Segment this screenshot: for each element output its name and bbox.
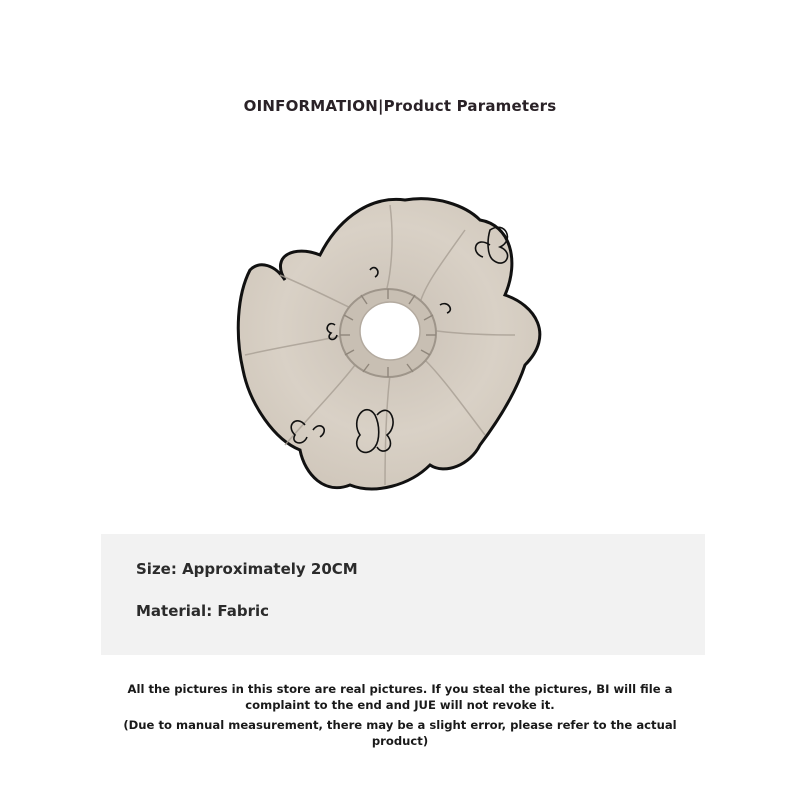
page-title: OINFORMATION|Product Parameters (243, 97, 557, 115)
store-notice (110, 681, 690, 749)
copyright-notice: All the pictures in this store are real pictures. If you steal the pictures, BI will file a complaint to the end and JUE will not revoke it. (127, 682, 673, 712)
scrunchie-image (225, 185, 555, 505)
measurement-notice: (Due to manual measurement, there may be a slight error, please refer to the actual product) (123, 718, 677, 748)
product-parameters-panel (101, 534, 705, 655)
size-param: Size: Approximately 20CM (136, 560, 358, 578)
material-param: Material: Fabric (136, 602, 270, 620)
